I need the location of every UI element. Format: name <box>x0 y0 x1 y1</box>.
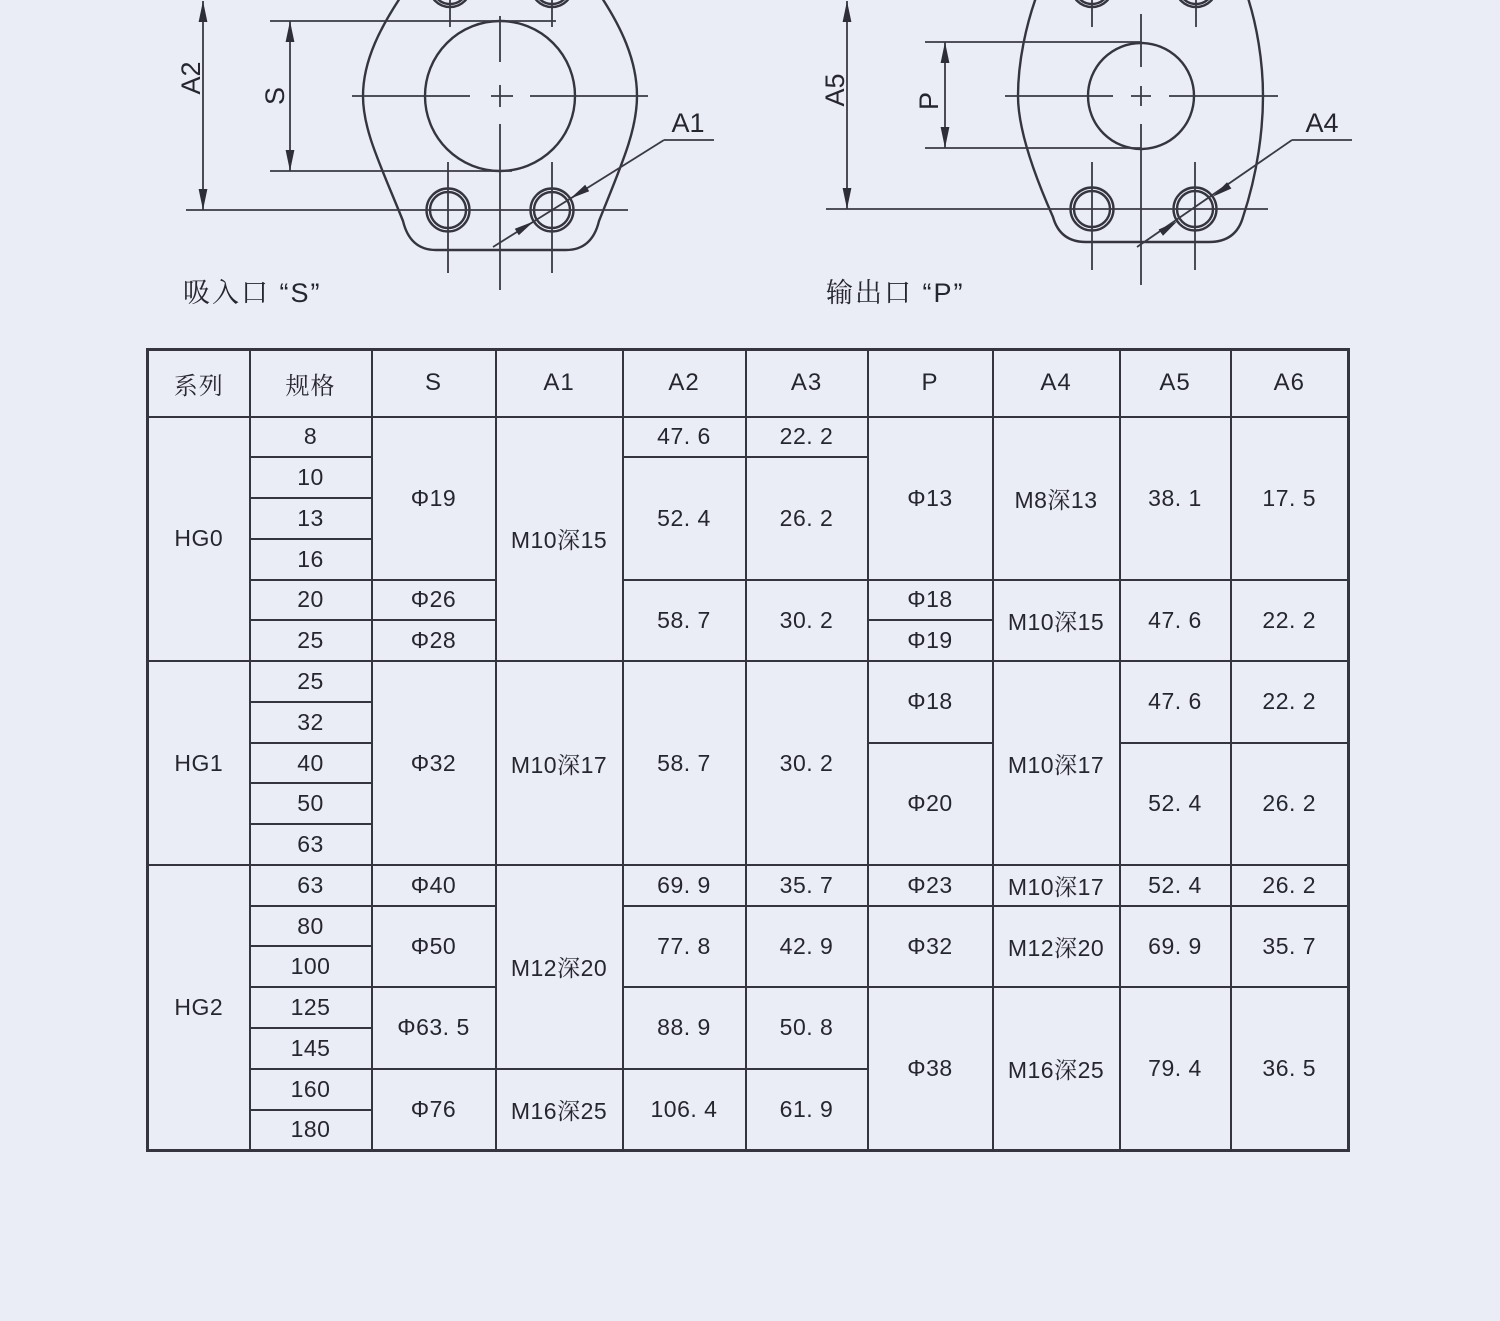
a5-cell: 52. 4 <box>1120 743 1231 865</box>
series-cell: HG0 <box>148 417 250 662</box>
a2-cell: 77. 8 <box>623 906 746 988</box>
spec-cell: 50 <box>250 783 372 824</box>
p-cell: Φ20 <box>868 743 993 865</box>
a3-cell: 42. 9 <box>746 906 868 988</box>
spec-cell: 80 <box>250 906 372 947</box>
spec-cell: 10 <box>250 457 372 498</box>
spec-cell: 145 <box>250 1028 372 1069</box>
p-cell: Φ23 <box>868 865 993 906</box>
a2-cell: 47. 6 <box>623 417 746 458</box>
s-cell: Φ76 <box>372 1069 496 1151</box>
a4-cell: M8深13 <box>993 417 1120 580</box>
a3-cell: 30. 2 <box>746 661 868 865</box>
a2-cell: 106. 4 <box>623 1069 746 1151</box>
a3-cell: 35. 7 <box>746 865 868 906</box>
a3-cell: 61. 9 <box>746 1069 868 1151</box>
spec-cell: 63 <box>250 865 372 906</box>
s-cell: Φ26 <box>372 580 496 621</box>
spec-cell: 40 <box>250 743 372 784</box>
a6-cell: 26. 2 <box>1231 865 1349 906</box>
a4-cell: M10深17 <box>993 865 1120 906</box>
col-header-s: S <box>372 350 496 417</box>
dim-label-a5: A5 <box>820 73 850 107</box>
spec-cell: 25 <box>250 661 372 702</box>
p-cell: Φ38 <box>868 987 993 1150</box>
series-cell: HG1 <box>148 661 250 865</box>
dim-label-s: S <box>260 86 290 106</box>
a1-cell: M10深15 <box>496 417 623 662</box>
dimension-table <box>146 348 1350 1152</box>
p-cell: Φ13 <box>868 417 993 580</box>
leader-label-a1: A1 <box>671 108 705 138</box>
series-cell: HG2 <box>148 865 250 1150</box>
row-hg2-80 <box>148 906 1349 947</box>
spec-cell: 125 <box>250 987 372 1028</box>
s-cell: Φ40 <box>372 865 496 906</box>
a5-cell: 47. 6 <box>1120 661 1231 743</box>
col-header-a1: A1 <box>496 350 623 417</box>
p-cell: Φ19 <box>868 620 993 661</box>
spec-cell: 25 <box>250 620 372 661</box>
a6-cell: 36. 5 <box>1231 987 1349 1150</box>
a5-cell: 47. 6 <box>1120 580 1231 662</box>
dim-label-a2: A2 <box>176 61 206 95</box>
suction-port-drawing <box>176 0 714 290</box>
a4-cell: M10深15 <box>993 580 1120 662</box>
a4-cell: M10深17 <box>993 661 1120 865</box>
col-header-a5: A5 <box>1120 350 1231 417</box>
spec-cell: 32 <box>250 702 372 743</box>
a6-cell: 22. 2 <box>1231 661 1349 743</box>
col-header-a4: A4 <box>993 350 1120 417</box>
header-row <box>148 350 1349 417</box>
col-header-spec: 规格 <box>250 350 372 417</box>
a2-cell: 52. 4 <box>623 457 746 579</box>
a2-cell: 69. 9 <box>623 865 746 906</box>
row-hg0-20 <box>148 580 1349 621</box>
a1-cell: M16深25 <box>496 1069 623 1151</box>
a2-cell: 58. 7 <box>623 661 746 865</box>
p-cell: Φ32 <box>868 906 993 988</box>
a5-cell: 38. 1 <box>1120 417 1231 580</box>
col-header-a3: A3 <box>746 350 868 417</box>
s-cell: Φ28 <box>372 620 496 661</box>
output-port-drawing <box>820 0 1352 285</box>
p-cell: Φ18 <box>868 580 993 621</box>
s-cell: Φ32 <box>372 661 496 865</box>
a3-cell: 50. 8 <box>746 987 868 1069</box>
a5-cell: 79. 4 <box>1120 987 1231 1150</box>
col-header-a6: A6 <box>1231 350 1349 417</box>
a3-cell: 22. 2 <box>746 417 868 458</box>
a2-cell: 58. 7 <box>623 580 746 662</box>
col-header-series: 系列 <box>148 350 250 417</box>
a6-cell: 17. 5 <box>1231 417 1349 580</box>
caption-output-port: 输出口 “P” <box>826 278 965 308</box>
caption-suction-port: 吸入口 “S” <box>183 278 322 308</box>
a6-cell: 26. 2 <box>1231 743 1349 865</box>
col-header-a2: A2 <box>623 350 746 417</box>
s-cell: Φ63. 5 <box>372 987 496 1069</box>
spec-cell: 63 <box>250 824 372 865</box>
spec-cell: 8 <box>250 417 372 458</box>
a2-cell: 88. 9 <box>623 987 746 1069</box>
col-header-p: P <box>868 350 993 417</box>
spec-cell: 20 <box>250 580 372 621</box>
row-hg1-25 <box>148 661 1349 702</box>
a4-cell: M12深20 <box>993 906 1120 988</box>
spec-cell: 13 <box>250 498 372 539</box>
a3-cell: 30. 2 <box>746 580 868 662</box>
a1-cell: M10深17 <box>496 661 623 865</box>
spec-cell: 160 <box>250 1069 372 1110</box>
spec-cell: 180 <box>250 1110 372 1151</box>
p-cell: Φ18 <box>868 661 993 743</box>
dim-label-p: P <box>914 91 944 111</box>
spec-cell: 16 <box>250 539 372 580</box>
a6-cell: 22. 2 <box>1231 580 1349 662</box>
a5-cell: 69. 9 <box>1120 906 1231 988</box>
leader-label-a4: A4 <box>1305 108 1339 138</box>
spec-cell: 100 <box>250 946 372 987</box>
a5-cell: 52. 4 <box>1120 865 1231 906</box>
row-hg2-63 <box>148 865 1349 906</box>
a1-cell: M12深20 <box>496 865 623 1069</box>
s-cell: Φ19 <box>372 417 496 580</box>
row-hg2-125 <box>148 987 1349 1028</box>
s-cell: Φ50 <box>372 906 496 988</box>
a3-cell: 26. 2 <box>746 457 868 579</box>
a6-cell: 35. 7 <box>1231 906 1349 988</box>
row-hg0-8 <box>148 417 1349 458</box>
a4-cell: M16深25 <box>993 987 1120 1150</box>
